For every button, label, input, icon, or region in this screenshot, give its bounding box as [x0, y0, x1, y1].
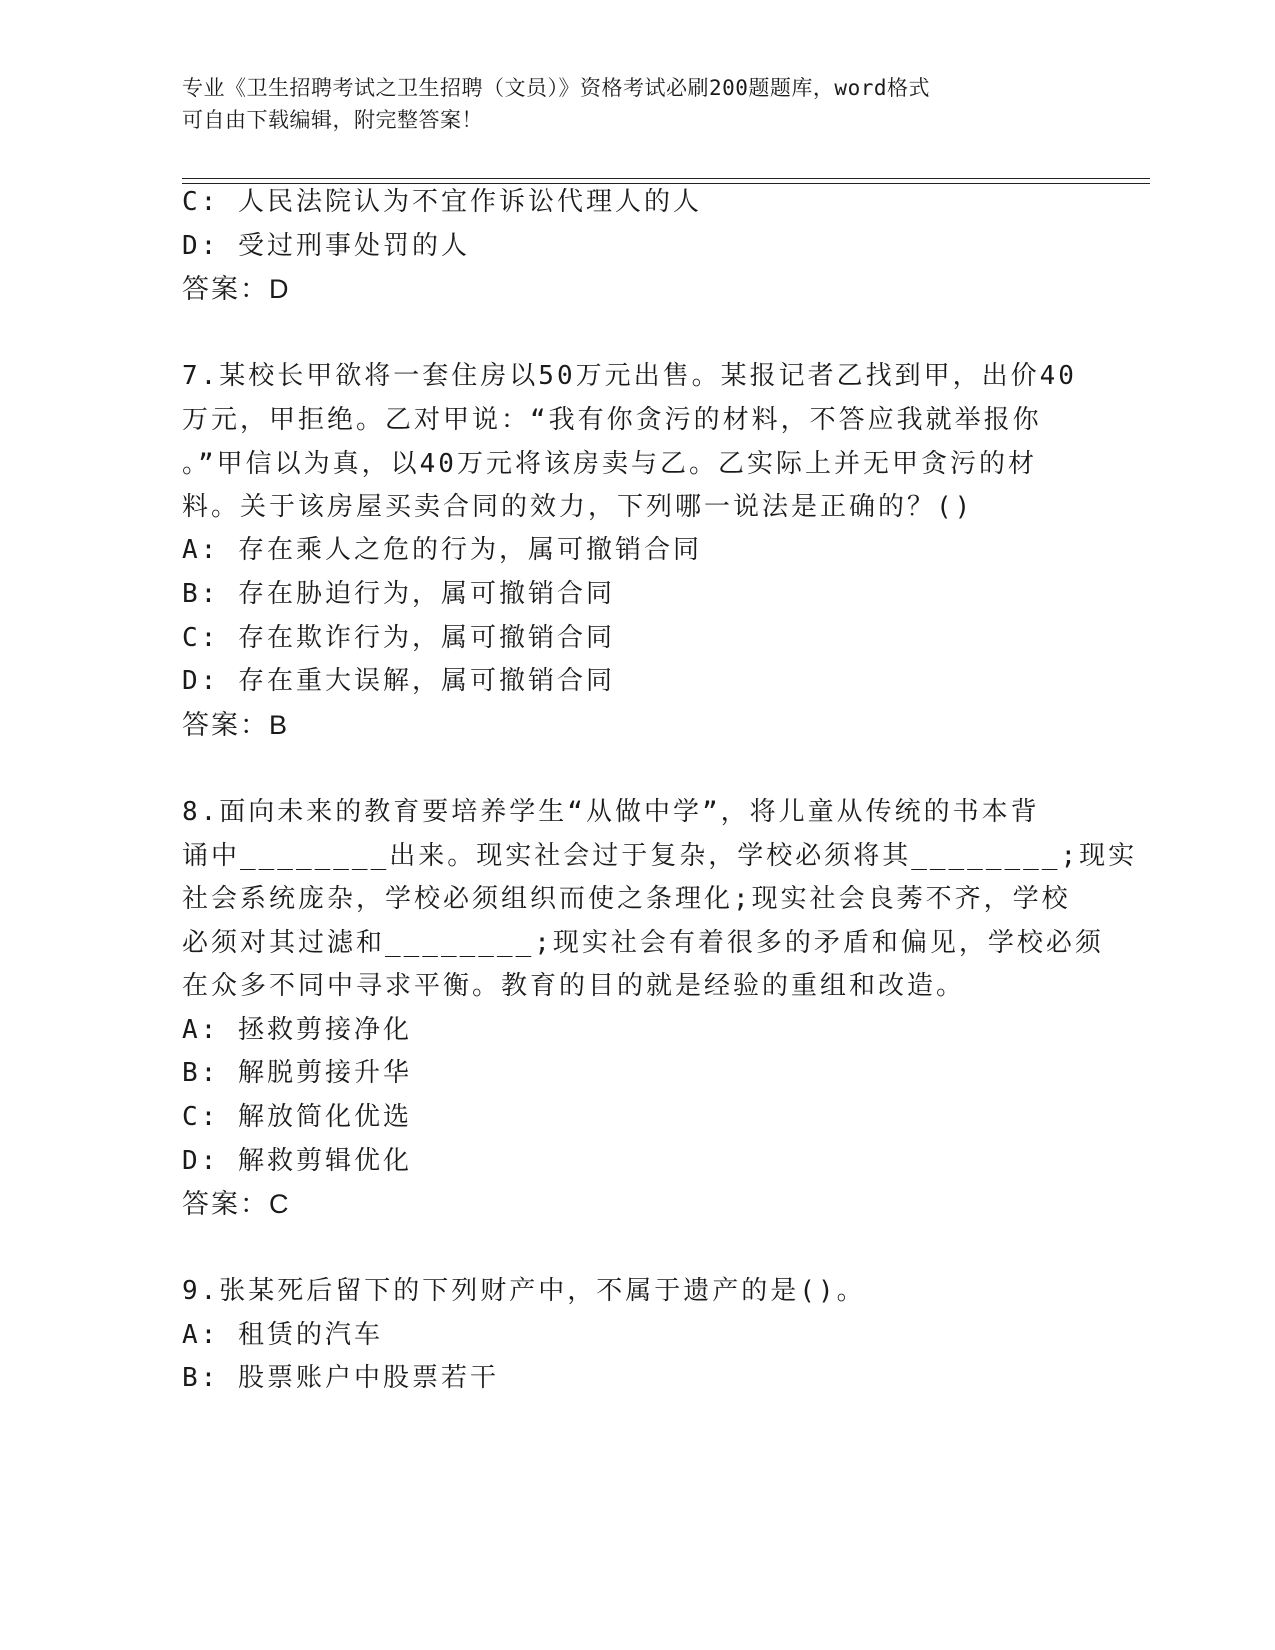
header-line-2: 可自由下载编辑，附完整答案！ — [182, 108, 483, 132]
q7-stem-line: 7.某校长甲欲将一套住房以50万元出售。某报记者乙找到甲，出价40 — [182, 361, 1077, 391]
q7-option-d: D: 存在重大误解，属可撤销合同 — [182, 666, 615, 696]
q8-option-b: B: 解脱剪接升华 — [182, 1058, 412, 1088]
q7-option-b: B: 存在胁迫行为，属可撤销合同 — [182, 579, 615, 609]
q8-answer: 答案：C — [182, 1189, 291, 1219]
q9-option-b: B: 股票账户中股票若干 — [182, 1363, 499, 1393]
q7-stem-line: 万元，甲拒绝。乙对甲说：“我有你贪污的材料，不答应我就举报你 — [182, 405, 1042, 435]
q7-option-c: C: 存在欺诈行为，属可撤销合同 — [182, 623, 615, 653]
q6-answer: 答案：D — [182, 274, 291, 304]
q8-stem-line: 在众多不同中寻求平衡。教育的目的就是经验的重组和改造。 — [182, 971, 966, 1001]
q8-option-d: D: 解救剪辑优化 — [182, 1146, 412, 1176]
q9-stem-line: 9.张某死后留下的下列财产中，不属于遗产的是()。 — [182, 1276, 866, 1306]
q8-stem-line: 8.面向未来的教育要培养学生“从做中学”，将儿童从传统的书本背 — [182, 797, 1040, 827]
header-divider-bottom — [182, 183, 1150, 184]
q6-option-d: D: 受过刑事处罚的人 — [182, 231, 470, 261]
q7-option-a: A: 存在乘人之危的行为，属可撤销合同 — [182, 535, 702, 565]
q8-stem-line: 必须对其过滤和________;现实社会有着很多的矛盾和偏见，学校必须 — [182, 928, 1104, 958]
q8-option-a: A: 拯救剪接净化 — [182, 1015, 412, 1045]
q9-option-a: A: 租赁的汽车 — [182, 1320, 383, 1350]
q6-option-c: C: 人民法院认为不宜作诉讼代理人的人 — [182, 187, 702, 217]
q8-stem-line: 诵中________出来。现实社会过于复杂，学校必须将其________;现实 — [182, 841, 1138, 871]
header-line-1: 专业《卫生招聘考试之卫生招聘（文员）》资格考试必刷200题题库，word格式 — [182, 76, 930, 100]
q7-answer: 答案：B — [182, 710, 290, 740]
header-divider-top — [182, 178, 1150, 179]
q8-stem-line: 社会系统庞杂，学校必须组织而使之条理化;现实社会良莠不齐，学校 — [182, 884, 1071, 914]
q7-stem-line: 料。关于该房屋买卖合同的效力，下列哪一说法是正确的？() — [182, 492, 974, 522]
q8-option-c: C: 解放简化优选 — [182, 1102, 412, 1132]
q7-stem-line: 。”甲信以为真，以40万元将该房卖与乙。乙实际上并无甲贪污的材 — [182, 449, 1037, 479]
document-header — [182, 72, 1062, 136]
